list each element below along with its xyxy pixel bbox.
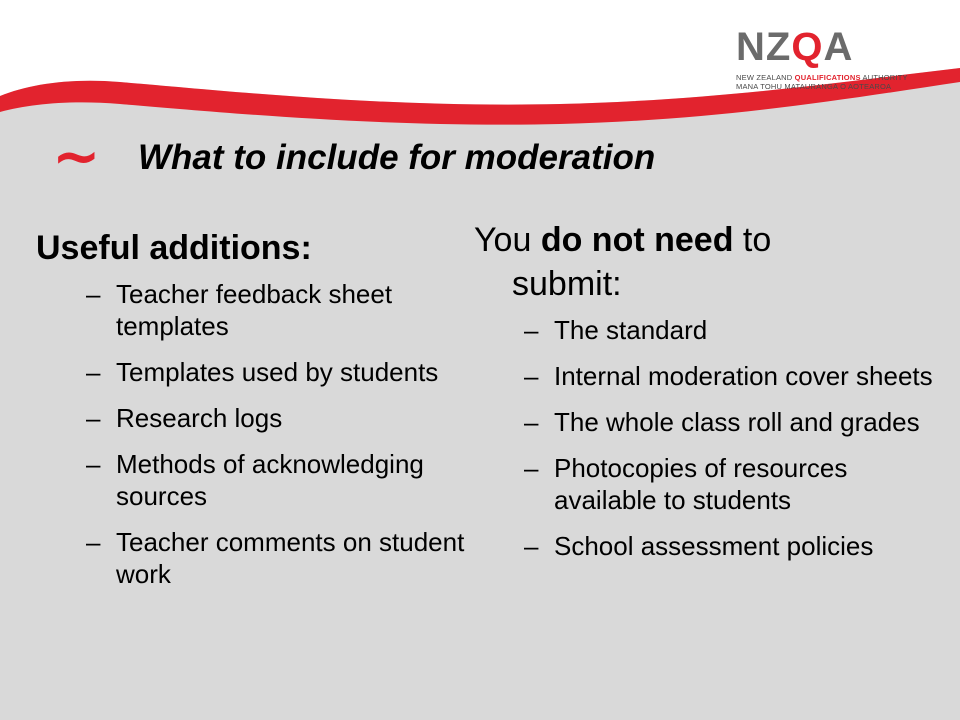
- logo-subtitle-maori: MANA TOHU MATAURANGA O AOTEAROA: [736, 82, 892, 91]
- dash-bullet: –: [86, 279, 101, 309]
- logo-wordmark: NZQA: [736, 25, 854, 69]
- right-column: [474, 218, 944, 576]
- list-item: – Internal moderation cover sheets: [524, 361, 933, 391]
- slide-title: What to include for moderation: [138, 138, 656, 177]
- list-item: – The whole class roll and grades: [524, 407, 920, 437]
- list-item: – Templates used by students: [86, 357, 439, 387]
- dash-bullet: –: [524, 361, 539, 391]
- left-column: [36, 226, 466, 604]
- list-item: – Teacher feedback sheet templates: [86, 279, 393, 341]
- right-list: [474, 314, 944, 562]
- right-heading: You do not need to submit:: [474, 221, 772, 303]
- logo-subtitle-english: NEW ZEALAND QUALIFICATIONS AUTHORITY: [736, 73, 908, 82]
- title-row: [52, 122, 912, 190]
- dash-bullet: –: [524, 315, 539, 345]
- dash-bullet: –: [86, 449, 101, 479]
- tilde-icon: ~: [52, 122, 101, 190]
- dash-bullet: –: [86, 357, 101, 387]
- list-item: – The standard: [524, 315, 708, 345]
- nzqa-logo: [726, 26, 926, 101]
- list-item: – Photocopies of resources available to students: [524, 453, 848, 515]
- list-item: – Methods of acknowledging sources: [86, 449, 424, 511]
- list-item: – Teacher comments on student work: [86, 527, 465, 589]
- dash-bullet: –: [86, 403, 101, 433]
- dash-bullet: –: [524, 407, 539, 437]
- list-item: – School assessment policies: [524, 531, 874, 561]
- dash-bullet: –: [524, 453, 539, 483]
- dash-bullet: –: [524, 531, 539, 561]
- list-item: – Research logs: [86, 403, 283, 433]
- dash-bullet: –: [86, 527, 101, 557]
- left-list: [36, 278, 466, 590]
- left-heading: Useful additions:: [36, 229, 312, 267]
